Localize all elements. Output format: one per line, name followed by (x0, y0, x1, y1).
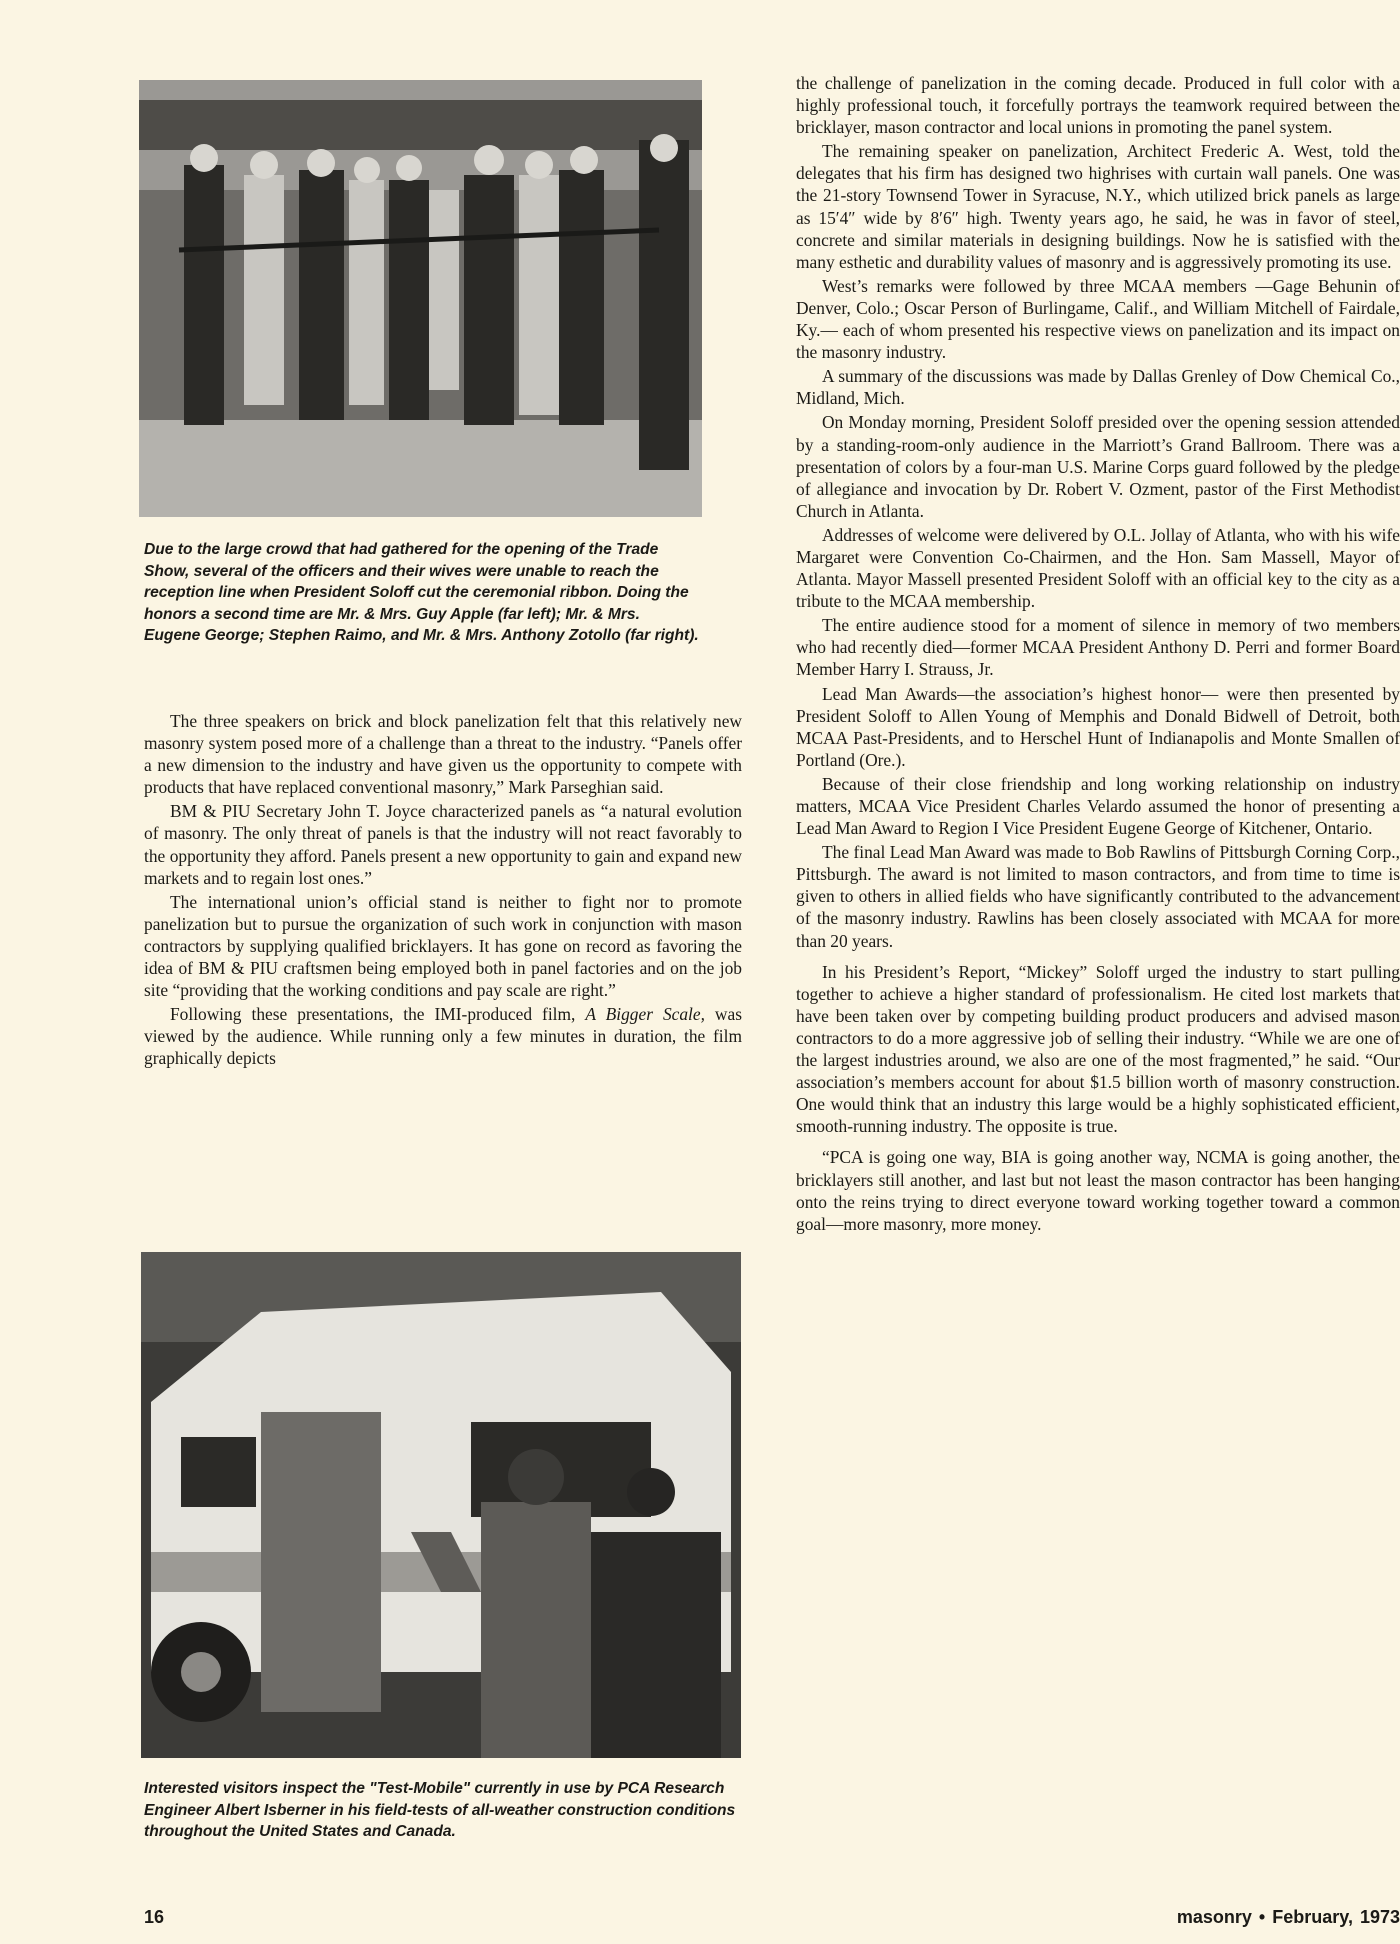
paragraph: The remaining speaker on panelization, Architect Frederic A. West, told the delegates that his firm has designed two highrises with curtain wall panels. One was the 21-story Townsend Tower in Syracuse, N.Y., which utilized brick panels as large as 15′4″ wide by 8′6″ high. Twenty years ago, he said, he was in favor of steel, concrete and similar materials in designing buildings. Now he is satisfied with the many esthetic and durability values of masonry and is aggressively promoting its use. (796, 141, 1400, 272)
paragraph: On Monday morning, President Soloff presided over the opening session attended by a standing-room-only audience in the Marriott’s Grand Ballroom. There was a presentation of colors by a four-man U.S. Marine Corps guard followed by the pledge of allegiance and invocation by Dr. Robert V. Ozment, pastor of the First Methodist Church in Atlanta. (796, 412, 1400, 521)
paragraph: Lead Man Awards—the association’s highest honor— were then presented by President Soloff to Allen Young of Memphis and Donald Bidwell of Detroit, both MCAA Past-Presidents, and to Herschel Hunt of Indianapolis and Monte Smallen of Portland (Ore.). (796, 683, 1400, 770)
ribbon-cutting-photo (139, 80, 702, 517)
page-number: 16 (144, 1907, 165, 1927)
test-mobile-photo (141, 1252, 741, 1758)
paragraph: Because of their close friendship and long working relationship on industry matters, MCAA Vice President Charles Velardo assumed the honor of presenting a Lead Man Award to Region I Vice President Eugene George of Kitchener, Ontario. (796, 773, 1400, 839)
paragraph: A summary of the discussions was made by Dallas Grenley of Dow Chemical Co., Midland, Mich. (796, 366, 1400, 409)
publication-name: masonry (1176, 1907, 1252, 1927)
ribbon-cutting-caption: Due to the large crowd that had gathered for the opening of the Trade Show, several of the officers and their wives were unable to reach the reception line when President Soloff cut the ceremonial ribbon. Doing the honors a second time are Mr. & Mrs. Guy Apple (far left); Mr. & Mrs. Eugene George; Stephen Raimo, and Mr. & Mrs. Anthony Zotollo (far right). (144, 541, 699, 644)
bullet-separator: • (1258, 1907, 1266, 1927)
paragraph: “PCA is going one way, BIA is going another way, NCMA is going another, the bricklayers still another, and last but not least the mason contractor has been hanging onto the reins trying to direct everyone toward working together toward a common goal—more masonry, more money. (796, 1147, 1400, 1234)
paragraph: the challenge of panelization in the coming decade. Produced in full color with a highly professional touch, it forcefully portrays the teamwork required between the bricklayer, mason contractor and local unions in promoting the panel system. (796, 73, 1400, 138)
paragraph-text: Following these presentations, the IMI-produced film, (170, 1004, 586, 1025)
paragraph: West’s remarks were followed by three MCAA members —Gage Behunin of Denver, Colo.; Oscar Person of Burlingame, Calif., and William Mitchell of Fairdale, Ky.— each of whom presented his respective views on panelization and its impact on the masonry industry. (796, 275, 1400, 363)
paragraph: The international union’s official stand is neither to fight nor to promote panelization but to pursue the organization of such work in conjunction with mason contractors by supplying qualified bricklayers. It has gone on record as favoring the idea of BM & PIU craftsmen being employed both in panel factories and on the job site “providing that the working conditions and pay scale are right.” (144, 891, 742, 1001)
paragraph: The three speakers on brick and block panelization felt that this relatively new masonry system posed more of a challenge than a threat to the industry. “Panels offer a new dimension to the industry and have given us the opportunity to compete with products that have replaced conventional masonry,” Mark Parseghian said. (144, 711, 742, 798)
paragraph-text: was viewed by the audience. While running only a few minutes in duration, the film graphically depicts (144, 1004, 742, 1069)
running-footer (1177, 1907, 1400, 1928)
paragraph: The entire audience stood for a moment of silence in memory of two members who had recently died—former MCAA President Anthony D. Perri and former Board Member Harry I. Strauss, Jr. (796, 615, 1400, 680)
paragraph (144, 1003, 742, 1069)
issue-date: February, 1973 (1272, 1907, 1400, 1927)
paragraph: Addresses of welcome were delivered by O.L. Jollay of Atlanta, who with his wife Margaret were Convention Co-Chairmen, and the Hon. Sam Massell, Mayor of Atlanta. Mayor Massell presented President Soloff with an official key to the city as a tribute to the MCAA membership. (796, 524, 1400, 612)
test-mobile-caption: Interested visitors inspect the "Test-Mobile" currently in use by PCA Research Engineer Albert Isberner in his field-tests of all-weather construction conditions throughout the United States and Canada. (144, 1780, 736, 1840)
paragraph: The final Lead Man Award was made to Bob Rawlins of Pittsburgh Corning Corp., Pittsburgh. The award is not limited to mason contractors, and from time to time is given to others in allied fields who have significantly contributed to the advancement of the masonry industry. Rawlins has been closely associated with MCAA for more than 20 years. (796, 842, 1400, 951)
left-text-column (144, 710, 742, 1070)
paragraph: In his President’s Report, “Mickey” Soloff urged the industry to start pulling together to achieve a higher standard of professionalism. He cited lost markets that have been taken over by competing building product producers and advised mason contractors to do a more aggressive job of selling their industry. “While we are one of the largest industries around, we also are one of the most fragmented,” he said. “Our association’s members account for about $1.5 billion worth of masonry construction. One would think that an industry this large would be a highly sophisticated efficient, smooth-running industry. The opposite is true. (796, 961, 1400, 1137)
paragraph: BM & PIU Secretary John T. Joyce characterized panels as “a natural evolution of masonry. The only threat of panels is that the industry will not react favorably to the opportunity they afford. Panels present a new opportunity to gain and expand new markets and to regain lost ones.” (144, 801, 742, 888)
right-text-column (796, 72, 1400, 1235)
film-title: A Bigger Scale, (585, 1004, 705, 1025)
